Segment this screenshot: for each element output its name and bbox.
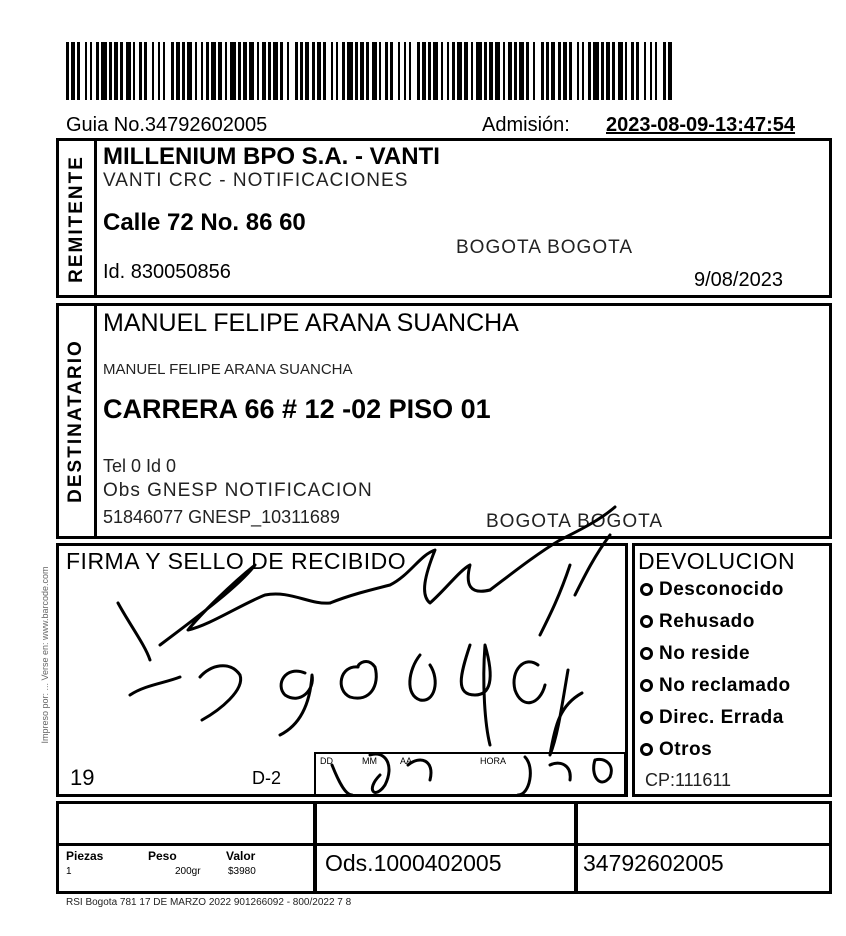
fecha-dd-label: DD xyxy=(320,756,333,766)
remitente-subname: VANTI CRC - NOTIFICACIONES xyxy=(103,170,409,191)
destinatario-label: DESTINATARIO xyxy=(65,339,86,503)
barcode-bar xyxy=(612,42,615,100)
legal-text: RSI Bogota 781 17 DE MARZO 2022 901266092 - 800/2022 7 8 xyxy=(66,897,352,908)
barcode-bar xyxy=(636,42,639,100)
side-text: Impreso por: ... Verse en: www.barcode.com xyxy=(40,566,50,744)
recibido-number: 19 xyxy=(70,765,95,790)
devolucion-option-no-reside[interactable]: No reside xyxy=(640,643,750,665)
barcode-bar xyxy=(519,42,524,100)
barcode-bar xyxy=(476,42,482,100)
barcode-bar xyxy=(558,42,561,100)
barcode-bar xyxy=(457,42,462,100)
radio-circle-icon xyxy=(640,711,653,724)
barcode-bar xyxy=(85,42,87,100)
barcode-bar xyxy=(428,42,431,100)
radio-circle-icon xyxy=(640,583,653,596)
barcode-bar xyxy=(336,42,338,100)
barcode-bar xyxy=(225,42,227,100)
barcode-bar xyxy=(541,42,544,100)
barcode-bar xyxy=(257,42,259,100)
barcode-bar xyxy=(312,42,315,100)
devolucion-option-desconocido[interactable]: Desconocido xyxy=(640,579,784,601)
barcode-bar xyxy=(625,42,627,100)
barcode-bar xyxy=(287,42,289,100)
barcode-bar xyxy=(366,42,369,100)
barcode-bar xyxy=(563,42,567,100)
barcode-bar xyxy=(158,42,160,100)
barcode-bar xyxy=(503,42,505,100)
barcode-bar xyxy=(668,42,672,100)
barcode-bar xyxy=(171,42,174,100)
barcode-bar xyxy=(176,42,180,100)
barcode-bar xyxy=(133,42,135,100)
barcode-bar xyxy=(300,42,303,100)
piezas-value: 1 xyxy=(66,866,72,877)
radio-circle-icon xyxy=(640,615,653,628)
barcode-bar xyxy=(109,42,112,100)
barcode-bar xyxy=(618,42,623,100)
barcode-bar xyxy=(588,42,591,100)
recibido-code: D-2 xyxy=(252,768,282,788)
handwritten-signature xyxy=(90,495,670,815)
valor-label: Valor xyxy=(226,849,256,863)
barcode-bar xyxy=(663,42,666,100)
barcode-bar xyxy=(484,42,487,100)
footer-box-right xyxy=(574,801,832,894)
barcode-bar xyxy=(593,42,599,100)
barcode-bar xyxy=(120,42,123,100)
valor-value: $3980 xyxy=(228,866,256,877)
barcode-bar xyxy=(464,42,468,100)
barcode-bar xyxy=(347,42,353,100)
destinatario-address: CARRERA 66 # 12 -02 PISO 01 xyxy=(103,394,491,424)
remitente-name: MILLENIUM BPO S.A. - VANTI xyxy=(103,143,440,170)
barcode-bar xyxy=(390,42,393,100)
barcode-bar xyxy=(404,42,406,100)
devolucion-title: DEVOLUCION xyxy=(638,548,796,574)
barcode-bar xyxy=(66,42,69,100)
barcode-bar xyxy=(489,42,493,100)
barcode-bar xyxy=(452,42,455,100)
barcode-bar xyxy=(182,42,185,100)
barcode-bar xyxy=(295,42,298,100)
guia-number: Guia No.34792602005 xyxy=(66,114,268,136)
barcode-bar xyxy=(533,42,535,100)
barcode-bar xyxy=(144,42,147,100)
barcode-bar xyxy=(101,42,107,100)
devolucion-option-direc-errada[interactable]: Direc. Errada xyxy=(640,707,784,729)
destinatario-obs: Obs GNESP NOTIFICACION xyxy=(103,480,373,501)
remitente-address: Calle 72 No. 86 60 xyxy=(103,209,306,236)
barcode-bar xyxy=(273,42,278,100)
barcode-bar xyxy=(201,42,203,100)
barcode-bar xyxy=(243,42,247,100)
barcode-bar xyxy=(126,42,131,100)
barcode-bar xyxy=(187,42,192,100)
barcode-bar xyxy=(569,42,572,100)
barcode-bar xyxy=(582,42,584,100)
destinatario-subname: MANUEL FELIPE ARANA SUANCHA xyxy=(103,361,353,378)
barcode-bar xyxy=(655,42,657,100)
barcode-bar xyxy=(195,42,197,100)
barcode-bar xyxy=(385,42,388,100)
radio-circle-icon xyxy=(640,647,653,660)
barcode-bar xyxy=(398,42,400,100)
barcode-bar xyxy=(268,42,271,100)
barcode-bar xyxy=(249,42,254,100)
barcode-bar xyxy=(96,42,99,100)
barcode-bar xyxy=(606,42,610,100)
remitente-date: 9/08/2023 xyxy=(694,269,783,291)
barcode xyxy=(66,42,674,102)
barcode-bar xyxy=(163,42,165,100)
barcode-bar xyxy=(508,42,512,100)
barcode-bar xyxy=(417,42,420,100)
destinatario-city: BOGOTA BOGOTA xyxy=(486,511,663,532)
barcode-bar xyxy=(355,42,358,100)
destinatario-tel: Tel 0 Id 0 xyxy=(103,456,177,476)
barcode-bar xyxy=(211,42,216,100)
remitente-label: REMITENTE xyxy=(66,155,87,283)
barcode-bar xyxy=(495,42,500,100)
footer-box-middle xyxy=(314,801,578,894)
barcode-bar xyxy=(71,42,75,100)
barcode-bar xyxy=(422,42,426,100)
barcode-bar xyxy=(90,42,92,100)
barcode-bar xyxy=(305,42,309,100)
barcode-bar xyxy=(114,42,118,100)
admision-value: 2023-08-09-13:47:54 xyxy=(606,114,796,136)
ods-number: Ods.1000402005 xyxy=(325,850,502,876)
barcode-bar xyxy=(342,42,345,100)
footer-row-divider xyxy=(58,843,830,846)
fecha-mm-label: MM xyxy=(362,756,377,766)
peso-value: 200gr xyxy=(175,866,201,877)
barcode-bar xyxy=(433,42,438,100)
recibido-title: FIRMA Y SELLO DE RECIBIDO xyxy=(66,548,407,574)
barcode-bar xyxy=(551,42,555,100)
barcode-bar xyxy=(631,42,634,100)
barcode-bar xyxy=(447,42,449,100)
destinatario-ref: 51846077 GNESP_10311689 xyxy=(103,507,340,527)
barcode-bar xyxy=(360,42,364,100)
admision-label: Admisión: xyxy=(482,114,570,136)
devolucion-cp: CP:111611 xyxy=(645,770,732,790)
devolucion-option-no-reclamado[interactable]: No reclamado xyxy=(640,675,791,697)
barcode-bar xyxy=(77,42,80,100)
barcode-bar xyxy=(644,42,646,100)
fecha-hora-label: HORA xyxy=(480,756,507,766)
fecha-aa-label: AA xyxy=(400,756,413,766)
barcode-bar xyxy=(601,42,604,100)
footer-box-left xyxy=(56,801,316,894)
barcode-bar xyxy=(577,42,579,100)
barcode-bar xyxy=(152,42,154,100)
remitente-id: Id. 830050856 xyxy=(103,261,231,283)
barcode-bar xyxy=(650,42,652,100)
devolucion-option-otros[interactable]: Otros xyxy=(640,739,712,761)
barcode-bar xyxy=(218,42,222,100)
barcode-bar xyxy=(526,42,529,100)
barcode-bar xyxy=(441,42,443,100)
remitente-city: BOGOTA BOGOTA xyxy=(456,237,633,258)
barcode-bar xyxy=(471,42,473,100)
barcode-bar xyxy=(230,42,236,100)
barcode-bar xyxy=(206,42,209,100)
barcode-bar xyxy=(139,42,142,100)
barcode-bar xyxy=(262,42,266,100)
barcode-bar xyxy=(514,42,517,100)
barcode-bar xyxy=(409,42,411,100)
peso-label: Peso xyxy=(148,849,177,863)
barcode-bar xyxy=(379,42,381,100)
remitente-divider xyxy=(94,140,97,296)
barcode-bar xyxy=(331,42,333,100)
radio-circle-icon xyxy=(640,679,653,692)
destinatario-name: MANUEL FELIPE ARANA SUANCHA xyxy=(103,309,519,337)
guia-number-footer: 34792602005 xyxy=(583,850,724,876)
barcode-bar xyxy=(546,42,549,100)
barcode-bar xyxy=(317,42,321,100)
barcode-bar xyxy=(280,42,283,100)
devolucion-option-rehusado[interactable]: Rehusado xyxy=(640,611,755,633)
barcode-bar xyxy=(238,42,241,100)
barcode-bar xyxy=(323,42,326,100)
piezas-label: Piezas xyxy=(66,849,104,863)
barcode-bar xyxy=(372,42,377,100)
radio-circle-icon xyxy=(640,743,653,756)
